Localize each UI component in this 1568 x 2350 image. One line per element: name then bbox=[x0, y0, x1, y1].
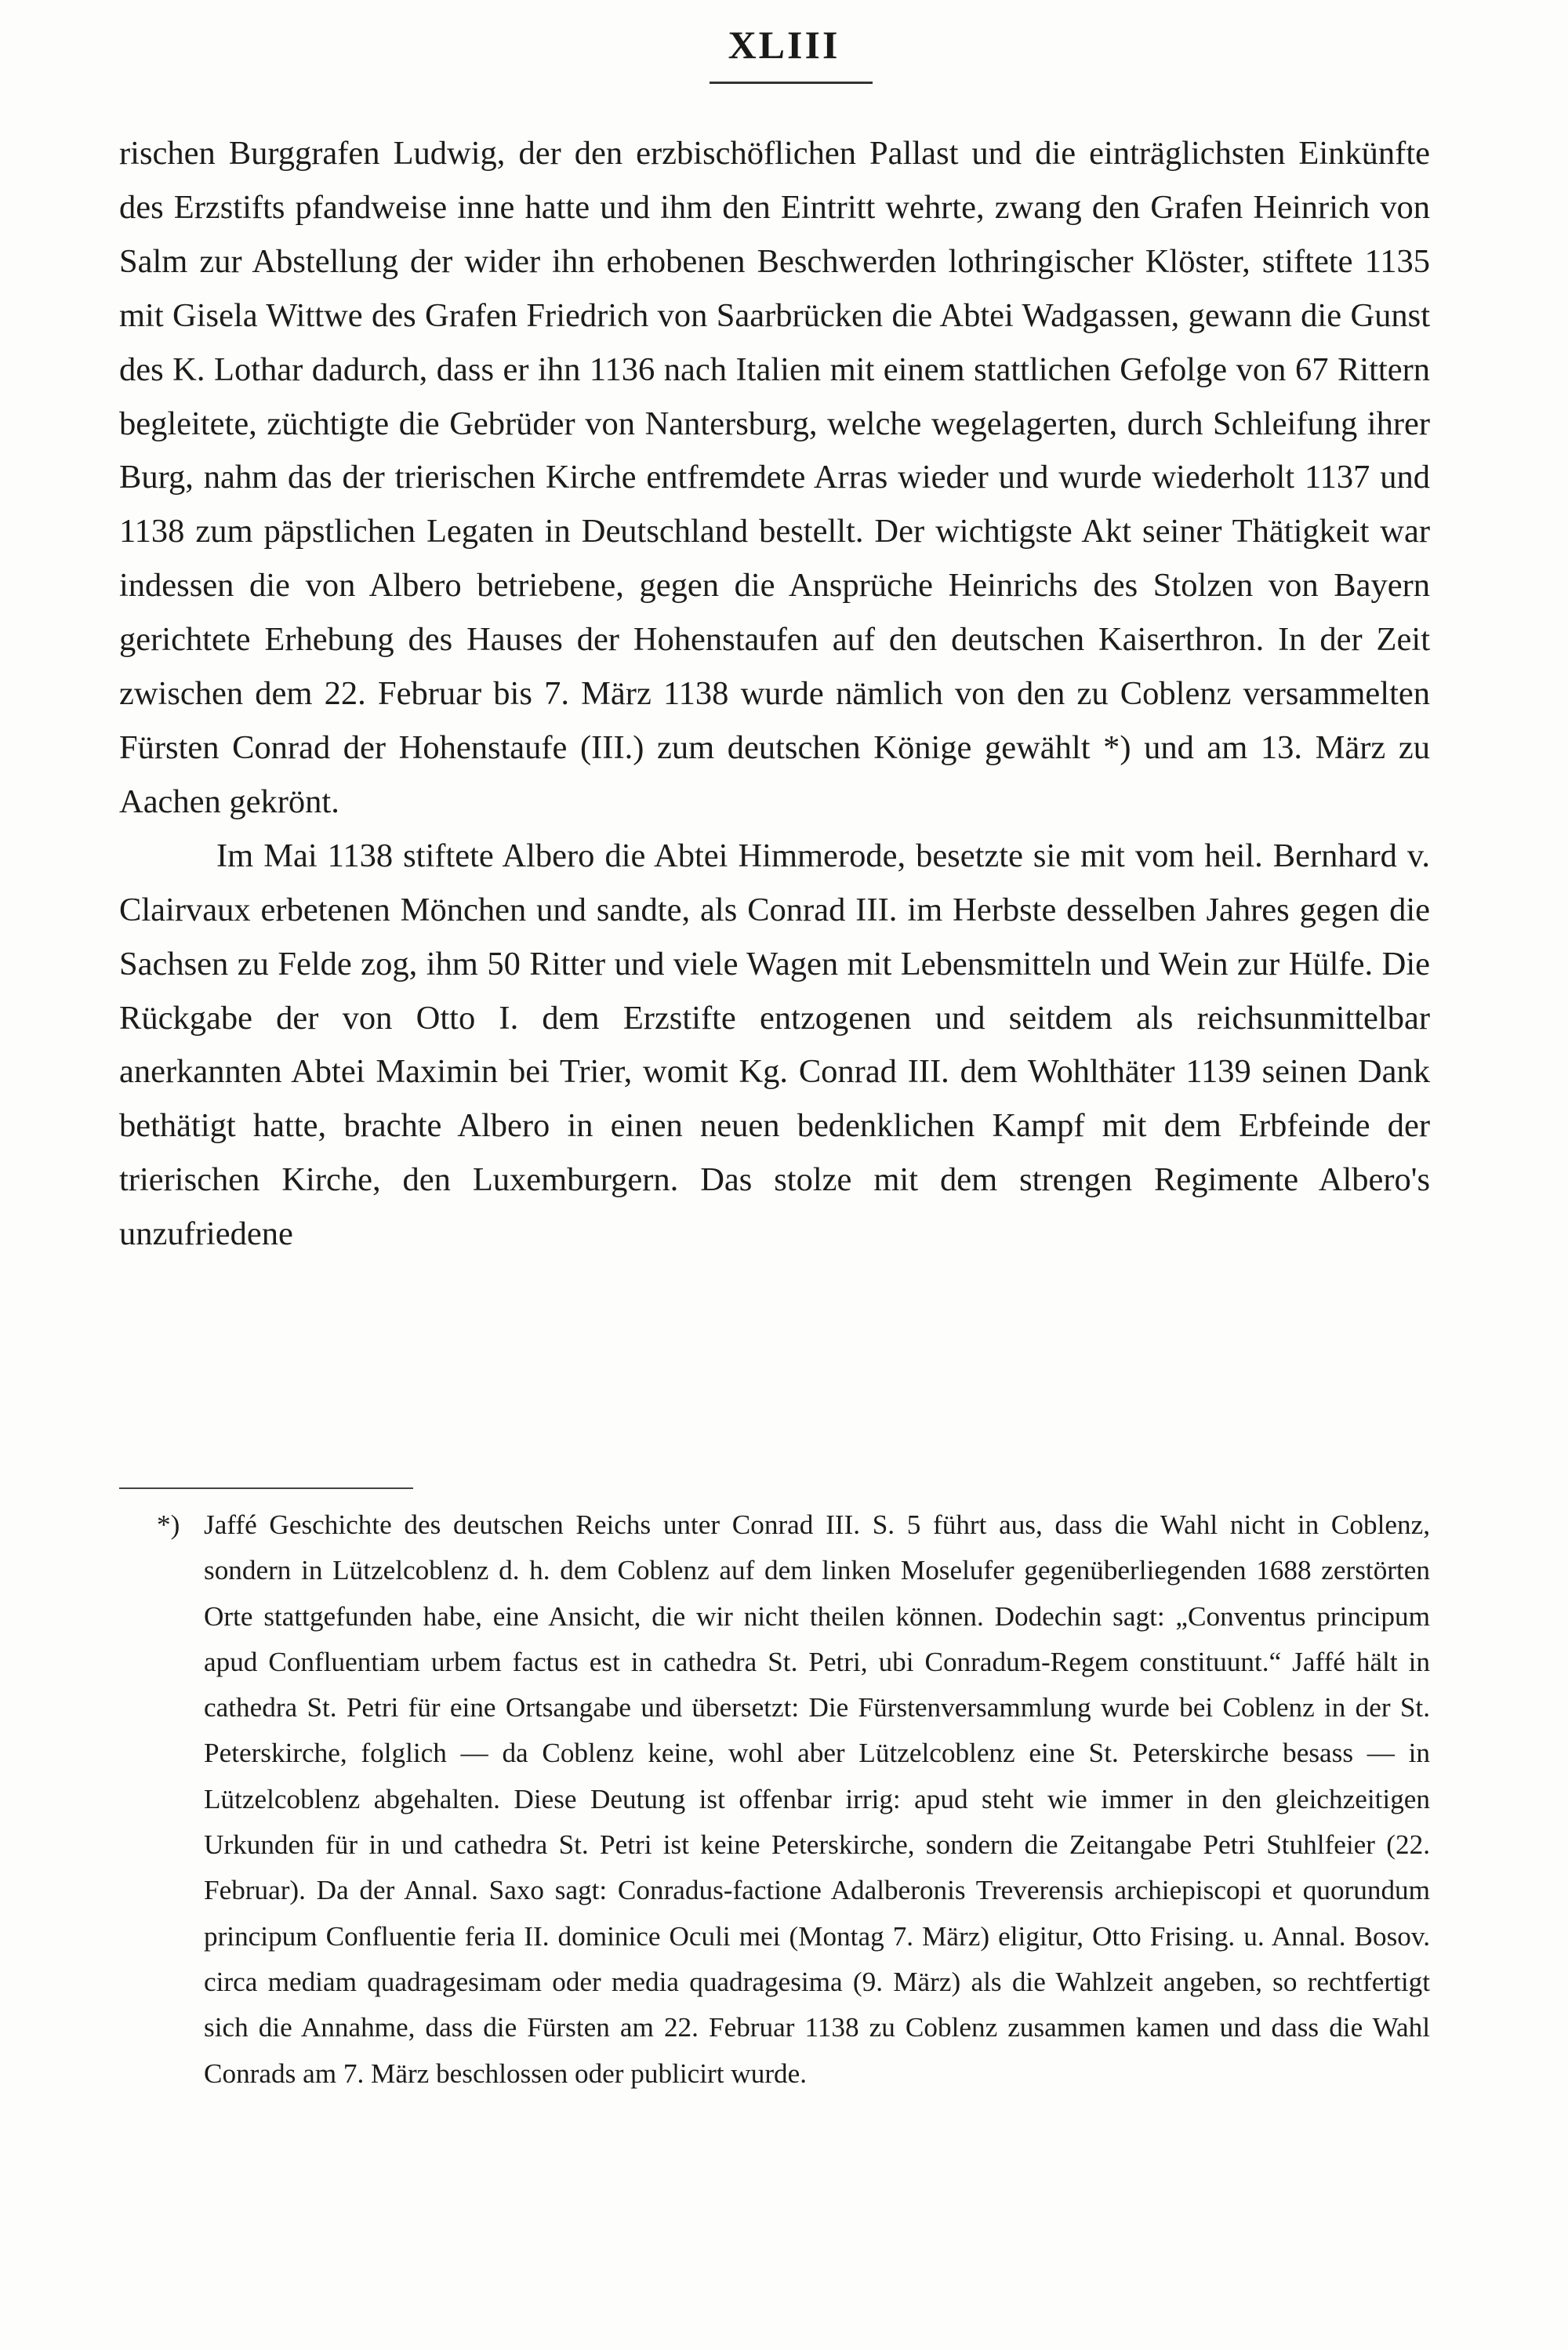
footnote-marker: *) bbox=[157, 1509, 180, 1540]
footnotes bbox=[119, 1502, 1430, 2097]
header-rule bbox=[710, 82, 873, 84]
footnote-text: Jaffé Geschichte des deutschen Reichs unter Conrad III. S. 5 führt aus, dass die Wahl nicht in Coblenz, sondern in Lützelcoblenz d. h. dem Coblenz auf dem linken Moselufer gegenüberliegenden 1688 zerstörten Orte stattgefunden habe, eine Ansicht, die wir nicht theilen können. Dodechin sagt: „Conventus principum apud Confluentiam urbem factus est in cathedra St. Petri, ubi Conradum-Regem constituunt.“ Jaffé hält in cathedra St. Petri für eine Ortsangabe und übersetzt: Die Fürstenversammlung wurde bei Coblenz in der St. Peterskirche, folglich — da Coblenz keine, wohl aber Lützelcoblenz eine St. Peterskirche besass — in Lützelcoblenz abgehalten. Diese Deutung ist offenbar irrig: apud steht wie immer in den gleichzeitigen Urkunden für in und cathedra St. Petri ist keine Peterskirche, sondern die Zeitangabe Petri Stuhlfeier (22. Februar). Da der Annal. Saxo sagt: Conradus-factione Adalberonis Treverensis archiepiscopi et quorundum principum Confluentie feria II. dominice Oculi mei (Montag 7. März) eligitur, Otto Frising. u. Annal. Bosov. circa mediam quadragesimam oder media quadragesima (9. März) als die Wahlzeit angeben, so rechtfertigt sich die Annahme, dass die Fürsten am 22. Februar 1138 zu Coblenz zusammen kamen und dass die Wahl Conrads am 7. März beschlossen oder publicirt wurde. bbox=[204, 1509, 1430, 2089]
footnote-separator bbox=[119, 1487, 413, 1489]
page-header bbox=[0, 22, 1568, 67]
main-text bbox=[119, 127, 1430, 1262]
body-paragraph: Im Mai 1138 stiftete Albero die Abtei Himmerode, besetzte sie mit vom heil. Bernhard v. Clairvaux erbetenen Mönchen und sandte, als Conrad III. im Herbste desselben Jahres gegen die Sachsen zu Felde zog, ihm 50 Ritter und viele Wagen mit Lebensmitteln und Wein zur Hülfe. Die Rückgabe der von Otto I. dem Erzstifte entzogenen und seitdem als reichsunmittelbar anerkannten Abtei Maximin bei Trier, womit Kg. Conrad III. dem Wohlthäter 1139 seinen Dank bethätigt hatte, brachte Albero in einen neuen bedenklichen Kampf mit dem Erbfeinde der trierischen Kirche, den Luxemburgern. Das stolze mit dem strengen Regimente Albero's unzufriedene bbox=[119, 837, 1430, 1253]
body-paragraph: rischen Burggrafen Ludwig, der den erzbischöflichen Pallast und die einträglichsten Einkünfte des Erzstifts pfandweise inne hatte und ihm den Eintritt wehrte, zwang den Grafen Heinrich von Salm zur Abstellung der wider ihn erhobenen Beschwerden lothringischer Klöster, stiftete 1135 mit Gisela Wittwe des Grafen Friedrich von Saarbrücken die Abtei Wadgassen, gewann die Gunst des K. Lothar dadurch, dass er ihn 1136 nach Italien mit einem stattlichen Gefolge von 67 Rittern begleitete, züchtigte die Gebrüder von Nantersburg, welche wegelagerten, durch Schleifung ihrer Burg, nahm das der trierischen Kirche entfremdete Arras wieder und wurde wiederholt 1137 und 1138 zum päpstlichen Legaten in Deutschland bestellt. Der wichtigste Akt seiner Thätigkeit war indessen die von Albero betriebene, gegen die Ansprüche Heinrichs des Stolzen von Bayern gerichtete Erhebung des Hauses der Hohenstaufen auf den deutschen Kaiserthron. In der Zeit zwischen dem 22. Februar bis 7. März 1138 wurde nämlich von den zu Coblenz versammelten Fürsten Conrad der Hohenstaufe (III.) zum deutschen Könige gewählt *) und am 13. März zu Aachen gekrönt. bbox=[119, 135, 1430, 820]
footnote bbox=[119, 1502, 1430, 2097]
page-number: XLIII bbox=[728, 23, 840, 67]
